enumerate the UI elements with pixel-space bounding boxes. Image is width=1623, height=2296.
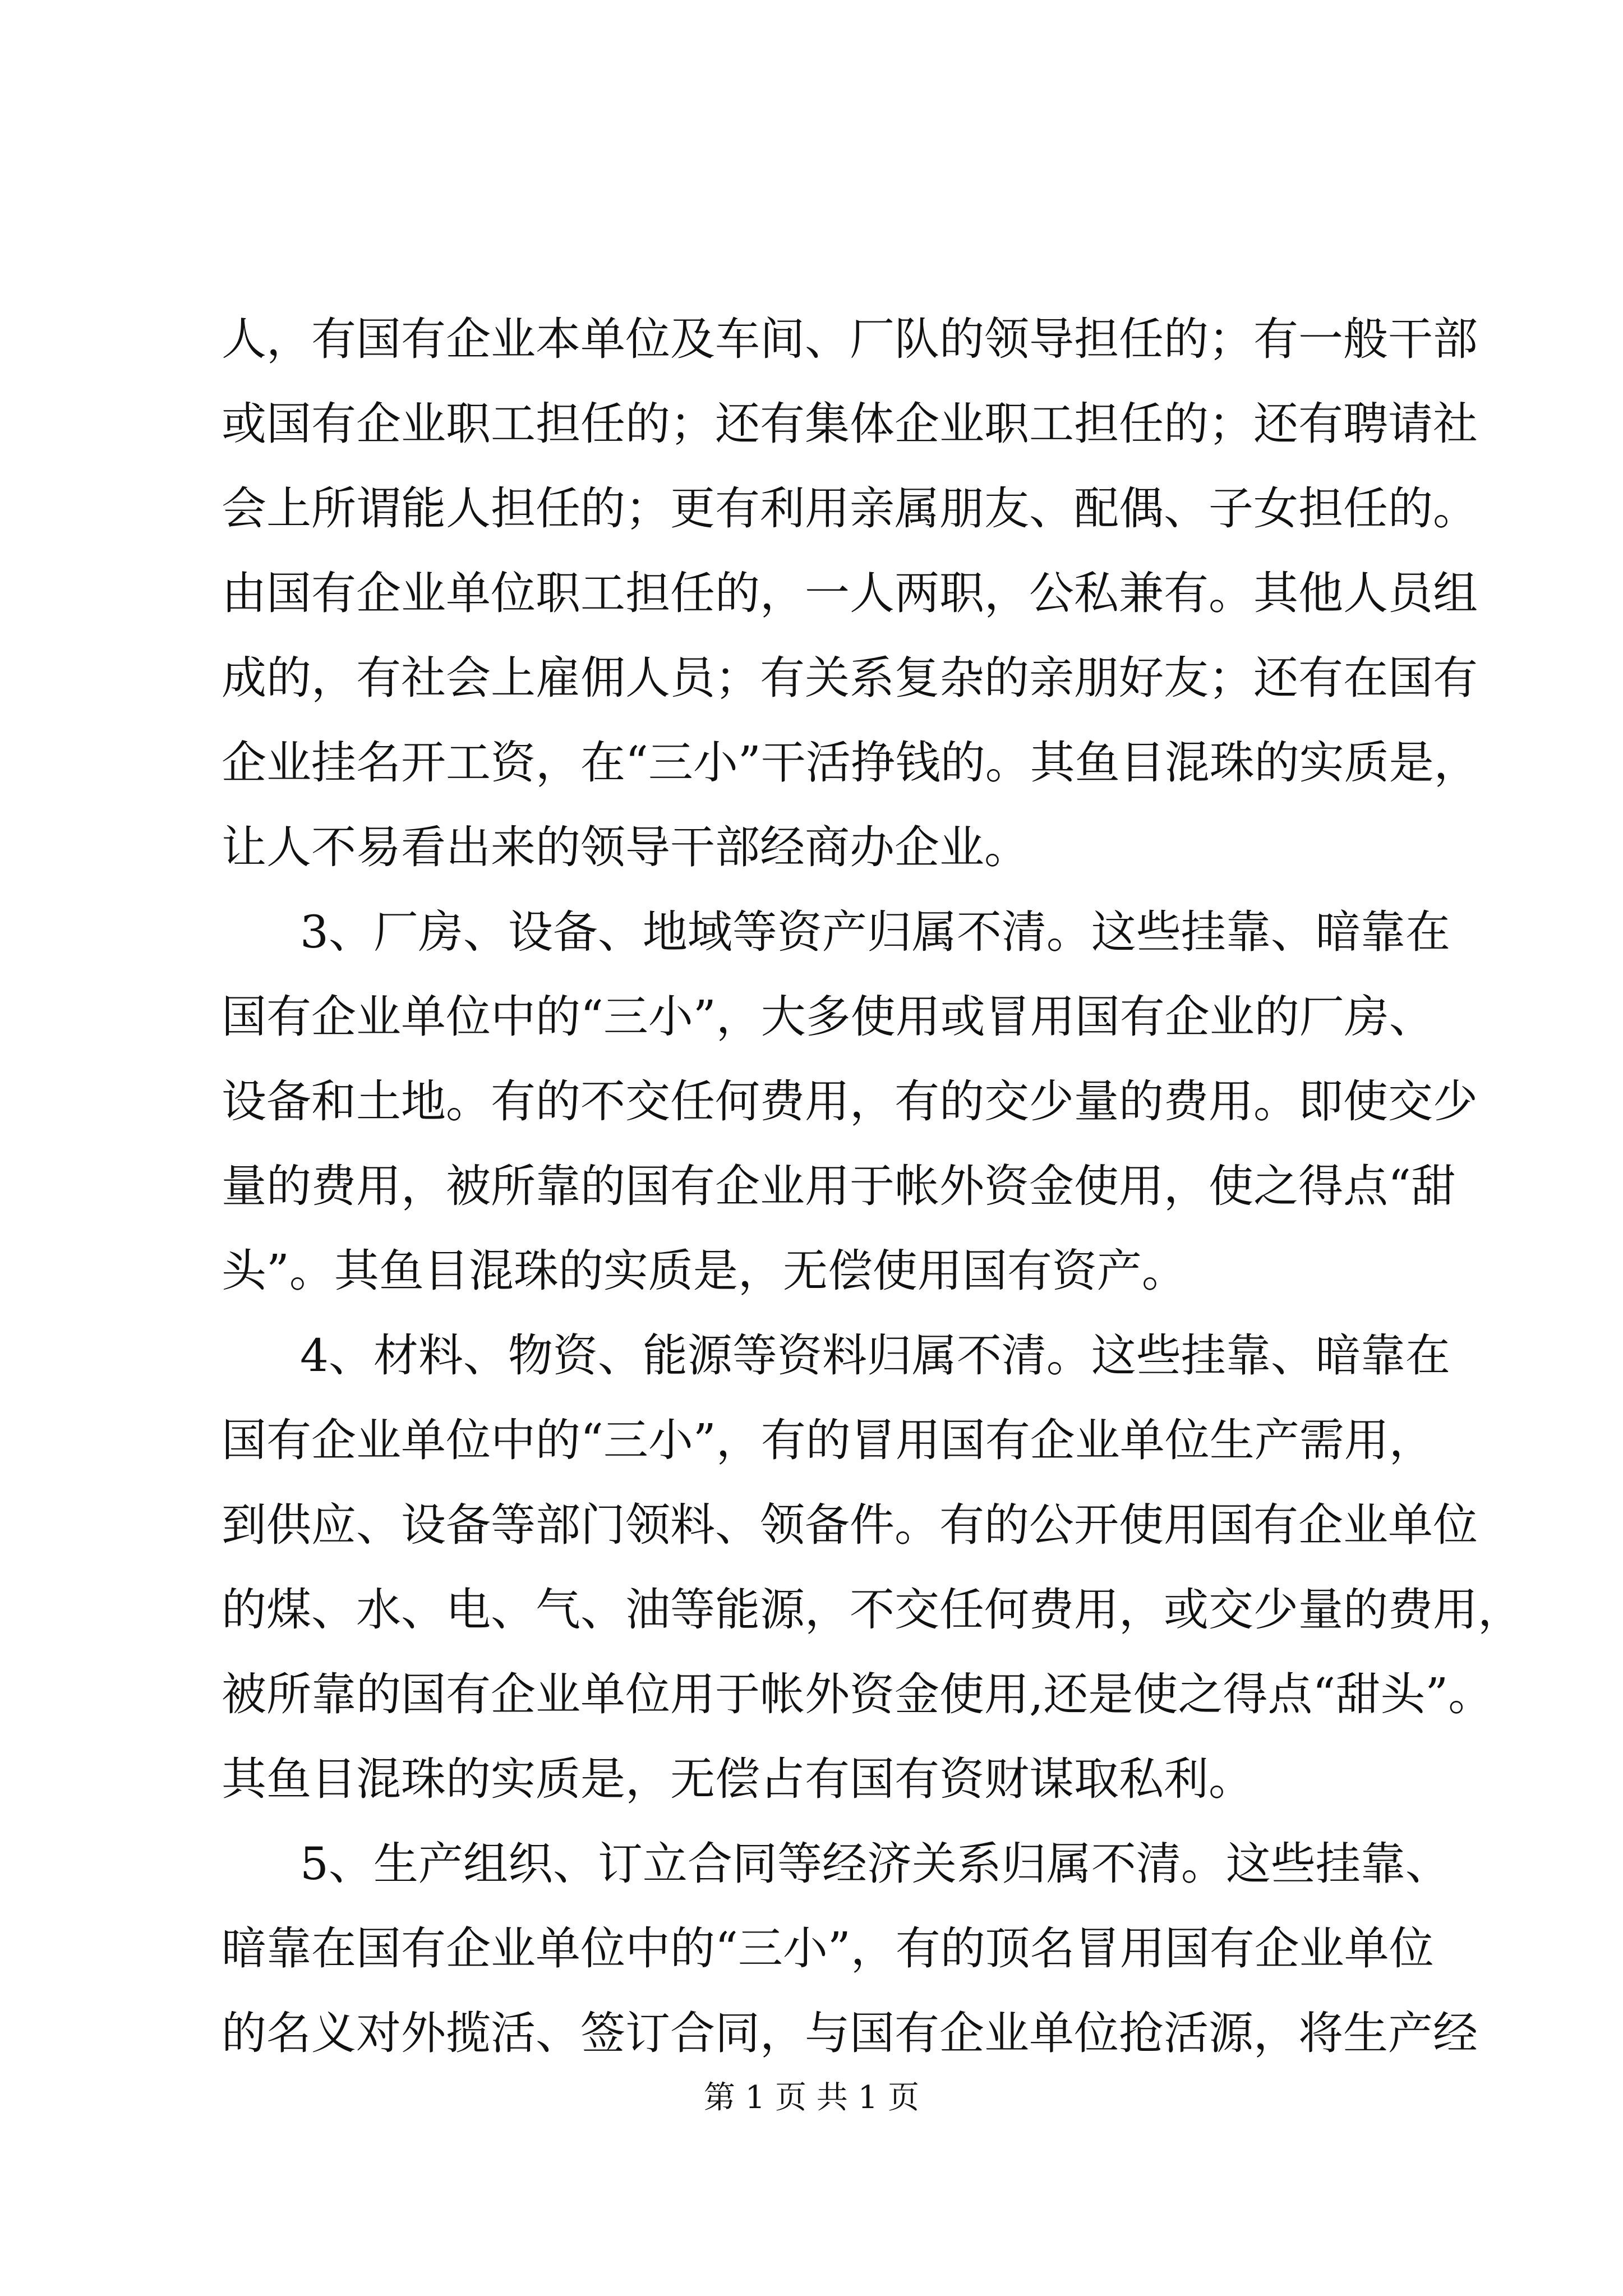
text-line: 成的，有社会上雇佣人员；有关系复杂的亲朋好友；还有在国有 — [222, 652, 1478, 704]
text-line: 国有企业单位中的“三小”，有的冒用国有企业单位生产需用， — [222, 1414, 1434, 1466]
text-line: 其鱼目混珠的实质是，无偿占有国有资财谋取私利。 — [222, 1753, 1253, 1805]
text-line: 企业挂名开工资，在“三小”干活挣钱的。其鱼目混珠的实质是， — [222, 737, 1479, 789]
text-line: 的煤、水、电、气、油等能源，不交任何费用，或交少量的费用， — [222, 1584, 1523, 1636]
text-line: 会上所谓能人担任的；更有利用亲属朋友、配偶、子女担任的。 — [222, 482, 1478, 535]
text-line: 人，有国有企业本单位及车间、厂队的领导担任的；有一般干部 — [222, 313, 1478, 365]
text-line: 设备和土地。有的不交任何费用，有的交少量的费用。即使交少 — [222, 1075, 1478, 1128]
text-line: 头”。其鱼目混珠的实质是，无偿使用国有资产。 — [222, 1245, 1187, 1297]
paragraph-start-line: 4、材料、物资、能源等资料归属不清。这些挂靠、暗靠在 — [300, 1329, 1450, 1382]
text-line: 由国有企业单位职工担任的，一人两职，公私兼有。其他人员组 — [222, 567, 1478, 619]
text-line: 或国有企业职工担任的；还有集体企业职工担任的；还有聘请社 — [222, 398, 1478, 450]
paragraph-start-line: 5、生产组织、订立合同等经济关系归属不清。这些挂靠、 — [300, 1838, 1450, 1890]
page-number-footer: 第 1 页 共 1 页 — [703, 2079, 920, 2116]
text-line: 国有企业单位中的“三小”，大多使用或冒用国有企业的厂房、 — [222, 991, 1434, 1043]
text-line: 的名义对外揽活、签订合同，与国有企业单位抢活源，将生产经 — [222, 2007, 1478, 2059]
text-line: 被所靠的国有企业单位用于帐外资金使用,还是使之得点“甜头”。 — [222, 1668, 1493, 1720]
text-line: 到供应、设备等部门领料、领备件。有的公开使用国有企业单位 — [222, 1499, 1478, 1551]
paragraph-start-line: 3、厂房、设备、地域等资产归属不清。这些挂靠、暗靠在 — [300, 906, 1450, 958]
text-line: 量的费用，被所靠的国有企业用于帐外资金使用，使之得点“甜 — [222, 1160, 1456, 1212]
text-line: 让人不易看出来的领导干部经商办企业。 — [222, 821, 1029, 873]
text-line: 暗靠在国有企业单位中的“三小”，有的顶名冒用国有企业单位 — [222, 1922, 1434, 1975]
